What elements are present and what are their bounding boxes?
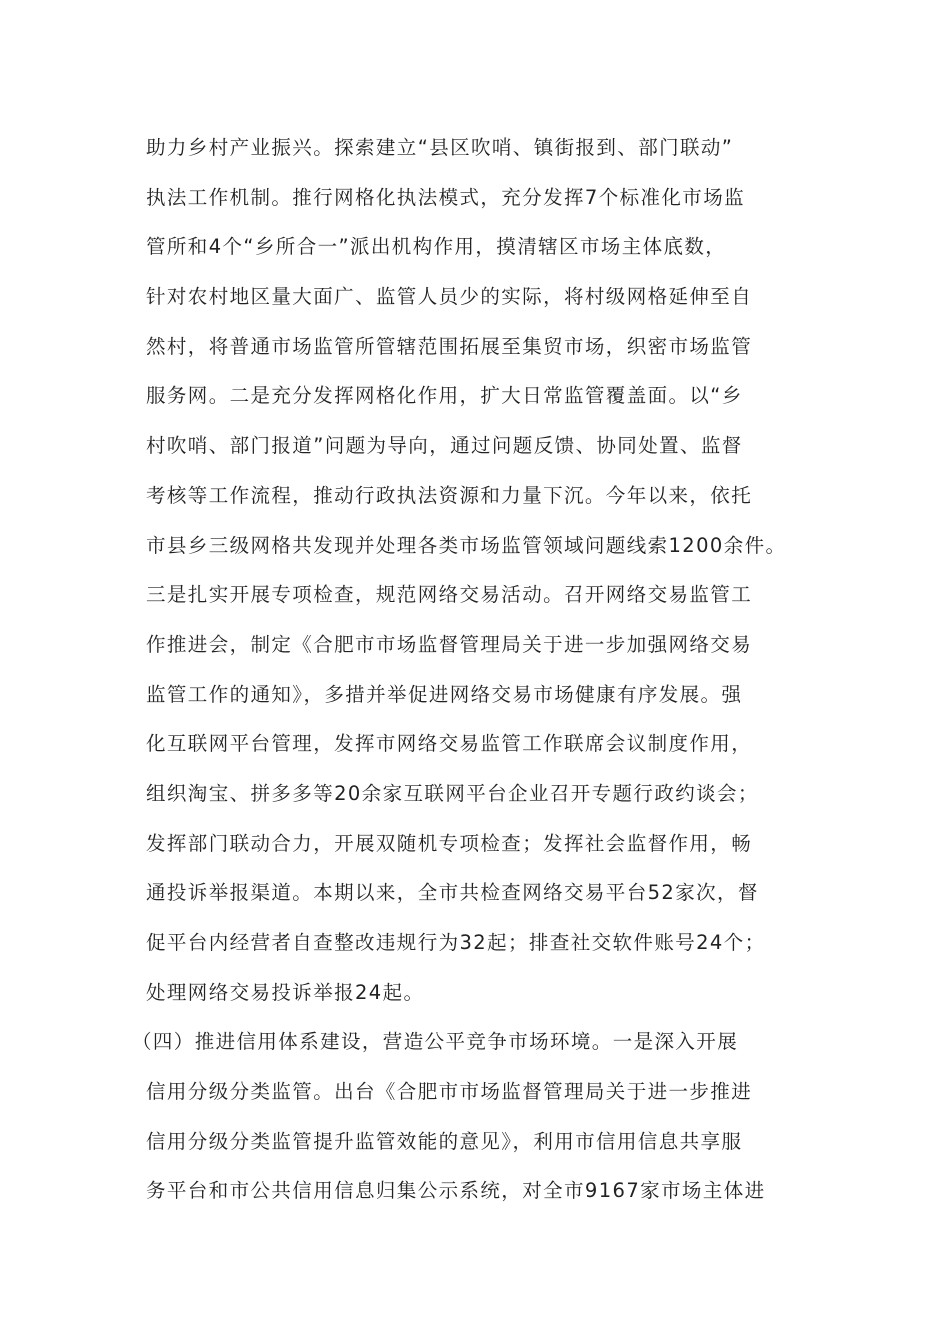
text-line: 市县乡三级网格共发现并处理各类市场监管领域问题线索1200余件。: [146, 533, 787, 557]
text-line: 考核等工作流程，推动行政执法资源和力量下沉。今年以来，依托: [146, 483, 753, 507]
text-line: 发挥部门联动合力，开展双随机专项检查；发挥社会监督作用，畅: [146, 831, 753, 855]
text-line: 务平台和市公共信用信息归集公示系统，对全市9167家市场主体进: [146, 1179, 766, 1203]
text-line: 作推进会，制定《合肥市市场监督管理局关于进一步加强网络交易: [146, 632, 753, 656]
text-line: 执法工作机制。推行网格化执法模式，充分发挥7个标准化市场监: [146, 185, 746, 209]
text-line: 化互联网平台管理，发挥市网络交易监管工作联席会议制度作用，: [146, 732, 753, 756]
text-line: 村吹哨、部门报道”问题为导向，通过问题反馈、协同处置、监督: [146, 434, 743, 458]
text-line: 信用分级分类监管提升监管效能的意见》，利用市信用信息共享服: [146, 1129, 743, 1153]
text-line: 助力乡村产业振兴。探索建立“县区吹哨、镇街报到、部门联动”: [146, 136, 734, 159]
text-line: 服务网。二是充分发挥网格化作用，扩大日常监管覆盖面。以“乡: [146, 384, 743, 408]
text-line: 然村，将普通市场监管所管辖范围拓展至集贸市场，织密市场监管: [146, 334, 753, 358]
text-line: 通投诉举报渠道。本期以来，全市共检查网络交易平台52家次，督: [146, 881, 759, 905]
text-line: 管所和4个“乡所合一”派出机构作用，摸清辖区市场主体底数，: [146, 235, 727, 259]
text-line: 针对农村地区量大面广、监管人员少的实际，将村级网格延伸至自: [146, 285, 753, 309]
text-line: 信用分级分类监管。出台《合肥市市场监督管理局关于进一步推进: [146, 1080, 753, 1104]
text-line: 组织淘宝、拼多多等20余家互联网平台企业召开专题行政约谈会；: [146, 781, 759, 805]
text-line: 三是扎实开展专项检查，规范网络交易活动。召开网络交易监管工: [146, 583, 753, 607]
section-heading-line: （四）推进信用体系建设，营造公平竞争市场环境。一是深入开展: [132, 1030, 739, 1054]
text-line: 促平台内经营者自查整改违规行为32起；排查社交软件账号24个；: [146, 931, 766, 954]
text-line: 处理网络交易投诉举报24起。: [146, 980, 425, 1004]
body-text: [132, 133, 826, 1226]
text-line: 监管工作的通知》，多措并举促进网络交易市场健康有序发展。强: [146, 682, 743, 706]
